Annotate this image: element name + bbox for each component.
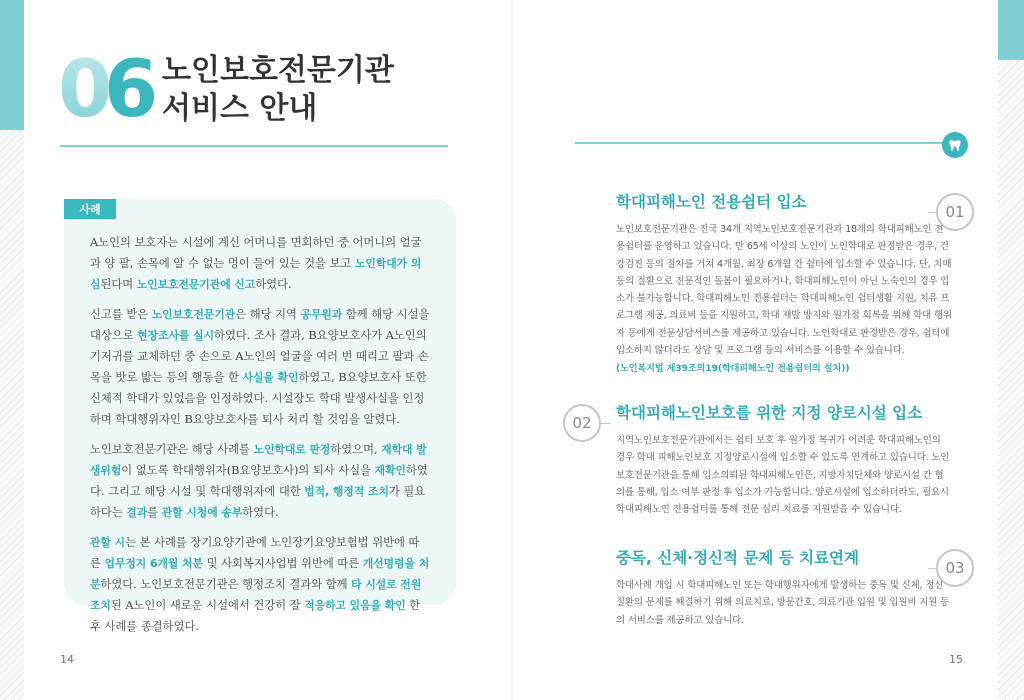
highlight-text: 노인보호전문기관에 신고 [136,278,256,291]
section-body: 노인보호전문기관은 전국 34개 지역노인보호전문기관과 18개의 학대피해노인 전용쉼터를 운영하고 있습니다. 만 65세 이상의 노인이 노인학대로 판정받은 경우, 건강검진 등의 절차를 거쳐 4개월, 최장 6개월 간 쉼터에 입소할 수 있습니다. 단, 치매 등의 질환으로 전문적인 돌봄이 필요하거나, 학대피해노인이 아닌 노숙인의 경우 입소가 불가능합니다. 학대피해노인 전용쉼터는 학대피해노인 쉼터생활 지원, 치유 프로그램 제공, 의료비 등을 지원하고, 학대 재발 방지와 원가정 회복을 위해 학대 행위자 등에게 전문상담서비스를 제공하고 있습니다. 노인학대로 판정받은 경우, 쉼터에 입소하지 않더라도 상담 및 프로그램 등의 서비스를 이용할 수 있습니다. [616,224,952,357]
highlight-text: 재학대 발생위험 [90,443,427,477]
section-number-1: 01 [936,193,974,231]
highlight-text: 결과 [126,506,148,519]
svg-text:0: 0 [58,45,113,124]
page-fold [511,0,513,700]
section-body: 학대사례 개입 시 학대피해노인 또는 학대행위자에게 발생하는 중독 및 신체, 정신 질환의 문제를 해결하기 위해 의료치료, 방문간호, 의료기관 입원 및 입원비 지원 등의 서비스를 제공하고 있습니다. [616,580,950,626]
right-divider [575,142,943,144]
body-text: 은 해당 지역 [235,308,301,321]
body-text: 된다며 [100,278,137,291]
body-text: 노인보호전문기관은 해당 사례를 [90,443,254,456]
highlight-text: 관할 시청에 송부 [161,506,243,519]
section-number-3: 03 [936,549,974,587]
highlight-text: 사실을 확인 [242,371,299,384]
body-text: 함께 해당 시설을 대상으로 [90,308,430,342]
section-title: 학대피해노인 전용쉼터 입소 [616,193,807,211]
body-text: 하였다. [242,506,279,519]
body-text: 신고를 받은 [90,308,152,321]
section-1-line [928,212,936,213]
right-teal-block [998,0,1024,60]
case-paragraph [90,232,430,295]
left-hatch-strip [0,130,24,700]
section-reference: (노인복지법 제39조의19(학대피해노인 전용쉼터의 설치)) [616,364,850,375]
highlight-text: 공무원과 [300,308,343,321]
svg-text:6: 6 [104,45,158,124]
highlight-text: 업무정지 6개월 처분 [104,557,203,570]
body-text: 하였다. [255,278,292,291]
body-text: 는 본 사례를 장기요양기관에 노인장기요양보험법 위반에 따른 [90,536,420,570]
chapter-title-line2: 서비스 안내 [162,91,318,126]
left-divider [60,145,448,147]
highlight-text: 적응하고 있음을 확인 [304,599,406,612]
chapter-number [58,44,158,124]
chapter-title [162,52,394,128]
section-3-line [928,568,936,569]
highlight-text: 노인보호전문기관 [151,308,236,321]
body-text: 하였고, B요양보호사 또한 신체적 학대가 있었음을 인정하였다. 시설장도 학대 발생사실을 인정하며 학대행위자인 B요양보호사를 퇴사 처리 할 것임을 알렸다. [90,371,427,426]
body-text: 하였다. 조사 결과, B요양보호사가 A노인의 기저귀를 교체하던 중 손으로 A노인의 얼굴을 여러 번 때리고 팔과 손목을 밧로 밟는 등의 행동을 한 [90,329,429,384]
section-2-line [601,423,611,424]
body-text: 를 [147,506,162,519]
case-paragraph [90,304,430,430]
body-text: 하였으며, [330,443,382,456]
highlight-text: 현장조사를 실시 [137,329,215,342]
highlight-text: 노인학대가 의심 [90,257,422,291]
highlight-text: 법적, 행정적 조치 [304,485,389,498]
highlight-text: 재확인 [374,464,406,477]
body-text: 한 후 사례를 종결하였다. [90,599,421,633]
body-text: 된 A노인이 새로운 시설에서 건강히 잘 [110,599,305,612]
page-number-right: 15 [949,653,963,666]
case-tag: 사례 [64,199,116,219]
highlight-text: 관할 시 [90,536,126,549]
body-text: 하였다. 그리고 해당 시설 및 학대행위자에 대한 [90,464,428,498]
section-nursing-home [616,401,952,518]
highlight-text: 개선명령을 처분 [90,557,430,591]
highlight-text: 타 시설로 전원조치 [90,578,422,612]
body-text: A노인의 보호자는 시설에 계신 어머니를 면회하던 중 어머니의 얼굴과 양 팔, 손목에 알 수 없는 멍이 들어 있는 것을 보고 [90,236,422,270]
tooth-icon [942,132,968,158]
right-hatch-strip [998,60,1024,700]
highlight-text: 노인학대로 판정 [253,443,331,456]
section-shelter [616,190,952,374]
case-paragraph [90,439,430,523]
section-title: 학대피해노인보호를 위한 지정 양로시설 입소 [616,404,923,422]
section-treatment [616,546,952,629]
section-title: 중독, 신체·정신적 문제 등 치료연계 [616,549,859,567]
case-body [90,232,430,646]
left-teal-block [0,0,24,130]
body-text: 및 사회복지사업법 위반에 따른 [202,557,363,570]
body-text: 하였다. 노인보호전문기관은 행정조치 결과와 함께 [100,578,352,591]
section-body: 지역노인보호전문기관에서는 쉼터 보호 후 원가정 복귀가 어려운 학대피해노인의 경우 학대 피해노인보호 지정양로시설에 입소할 수 있도록 연계하고 있습니다. 노인보호전문기관을 통해 입소의뢰된 학대피해노인은, 지방자치단체와 양로시설 간 협의를 통해, 입소 여부 판정 후 입소가 가능합니다. 양로시설에 입소하더라도, 필요시 학대피해노인 전용쉼터를 통해 전문 심리 치료를 지원받을 수 있습니다. [616,435,950,516]
body-text: 가 필요하다는 [90,485,426,519]
case-paragraph [90,532,430,637]
page-number-left: 14 [60,653,74,666]
section-number-2: 02 [563,404,601,442]
chapter-title-line1: 노인보호전문기관 [162,53,394,88]
body-text: 이 없도록 학대행위자(B요양보호사)의 퇴사 사실을 [121,464,375,477]
